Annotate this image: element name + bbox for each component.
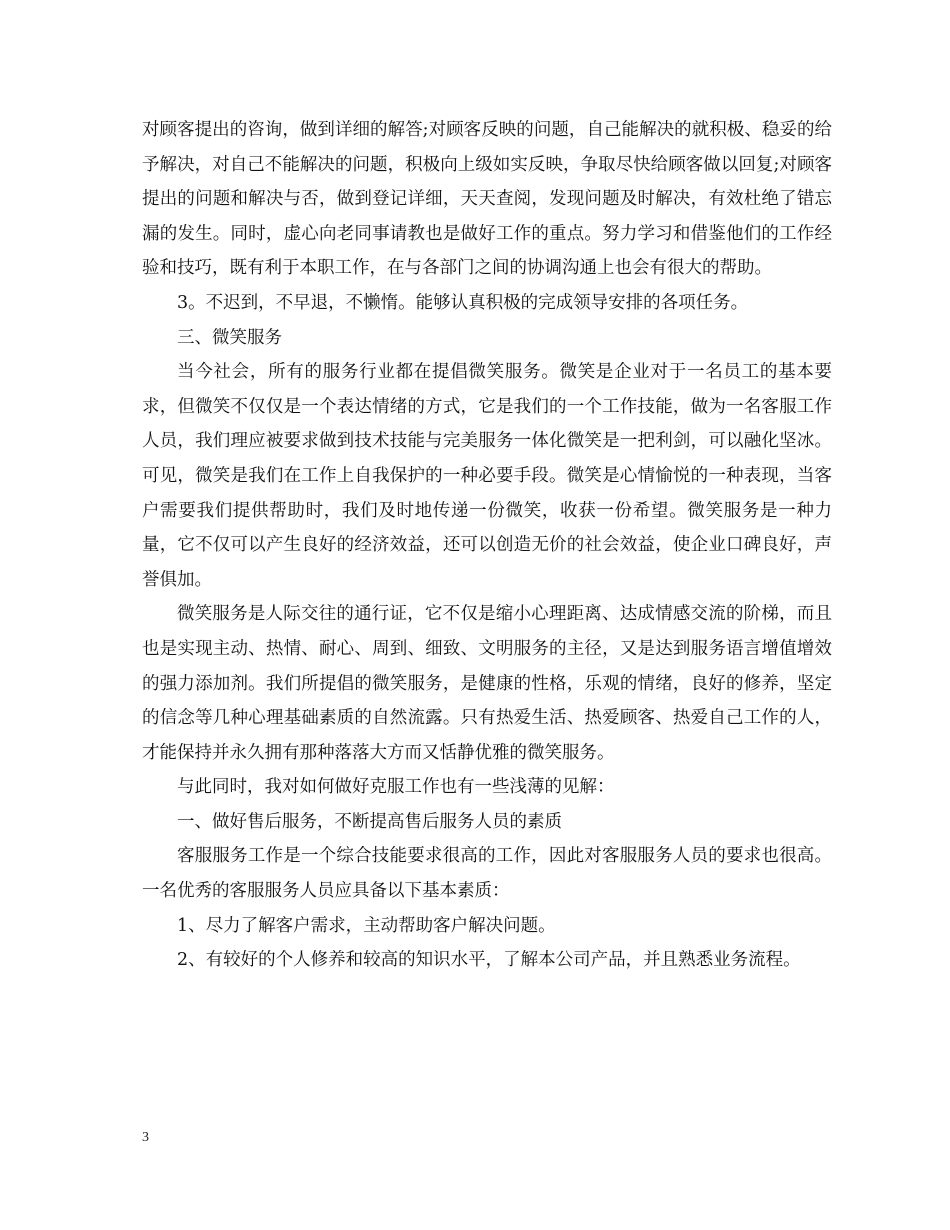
paragraph-6: 与此同时，我对如何做好克服工作也有一些浅薄的见解：: [177, 777, 615, 798]
paragraph-2: 3。不迟到，不早退，不懒惰。能够认真积极的完成领导安排的各项任务。: [177, 292, 749, 313]
paragraph-1: 对顾客提出的咨询，做到详细的解答;对顾客反映的问题，自己能解决的就积极、稳妥的给予解决，对自己不能解决的问题，积极向上级如实反映，争取尽快给顾客做以回复;对顾客提出的问题和解决与否，做到登记详细，天天查阅，发现问题及时解决，有效杜绝了错忘漏的发生。同时，虚心向老同事请教也是做好工作的重点。努力学习和借鉴他们的工作经验和技巧，既有利于本职工作，在与各部门之间的协调沟通上也会有很大的帮助。: [142, 120, 832, 279]
paragraph-5: 微笑服务是人际交往的通行证，它不仅是缩小心理距离、达成情感交流的阶梯，而且也是实现主动、热情、耐心、周到、细致、文明服务的主径，又是达到服务语言增值增效的强力添加剂。我们所提倡的微笑服务，是健康的性格，乐观的情绪，良好的修养，坚定的信念等几种心理基础素质的自然流露。只有热爱生活、热爱顾客、热爱自己工作的人，才能保持并永久拥有那种落落大方而又恬静优雅的微笑服务。: [142, 604, 832, 763]
list-item-2: 2、有较好的个人修养和较高的知识水平，了解本公司产品，并且熟悉业务流程。: [177, 950, 801, 971]
list-item-1: 1、尽力了解客户需求，主动帮助客户解决问题。: [177, 915, 556, 936]
section-heading-after-sales: 一、做好售后服务，不断提高售后服务人员的素质: [177, 811, 562, 832]
page-number: 3: [142, 1130, 149, 1145]
document-body: [142, 113, 832, 978]
paragraph-8: 客服服务工作是一个综合技能要求很高的工作，因此对客服服务人员的要求也很高。一名优秀的客服服务人员应具备以下基本素质：: [142, 846, 832, 902]
paragraph-4: 当今社会，所有的服务行业都在提倡微笑服务。微笑是企业对于一名员工的基本要求，但微笑不仅仅是一个表达情绪的方式，它是我们的一个工作技能，做为一名客服工作人员，我们理应被要求做到技术技能与完美服务一体化微笑是一把利剑，可以融化坚冰。可见，微笑是我们在工作上自我保护的一种必要手段。微笑是心情愉悦的一种表现，当客户需要我们提供帮助时，我们及时地传递一份微笑，收获一份希望。微笑服务是一种力量，它不仅可以产生良好的经济效益，还可以创造无价的社会效益，使企业口碑良好，声誉俱加。: [142, 362, 832, 590]
section-heading-smile-service: 三、微笑服务: [177, 327, 282, 348]
